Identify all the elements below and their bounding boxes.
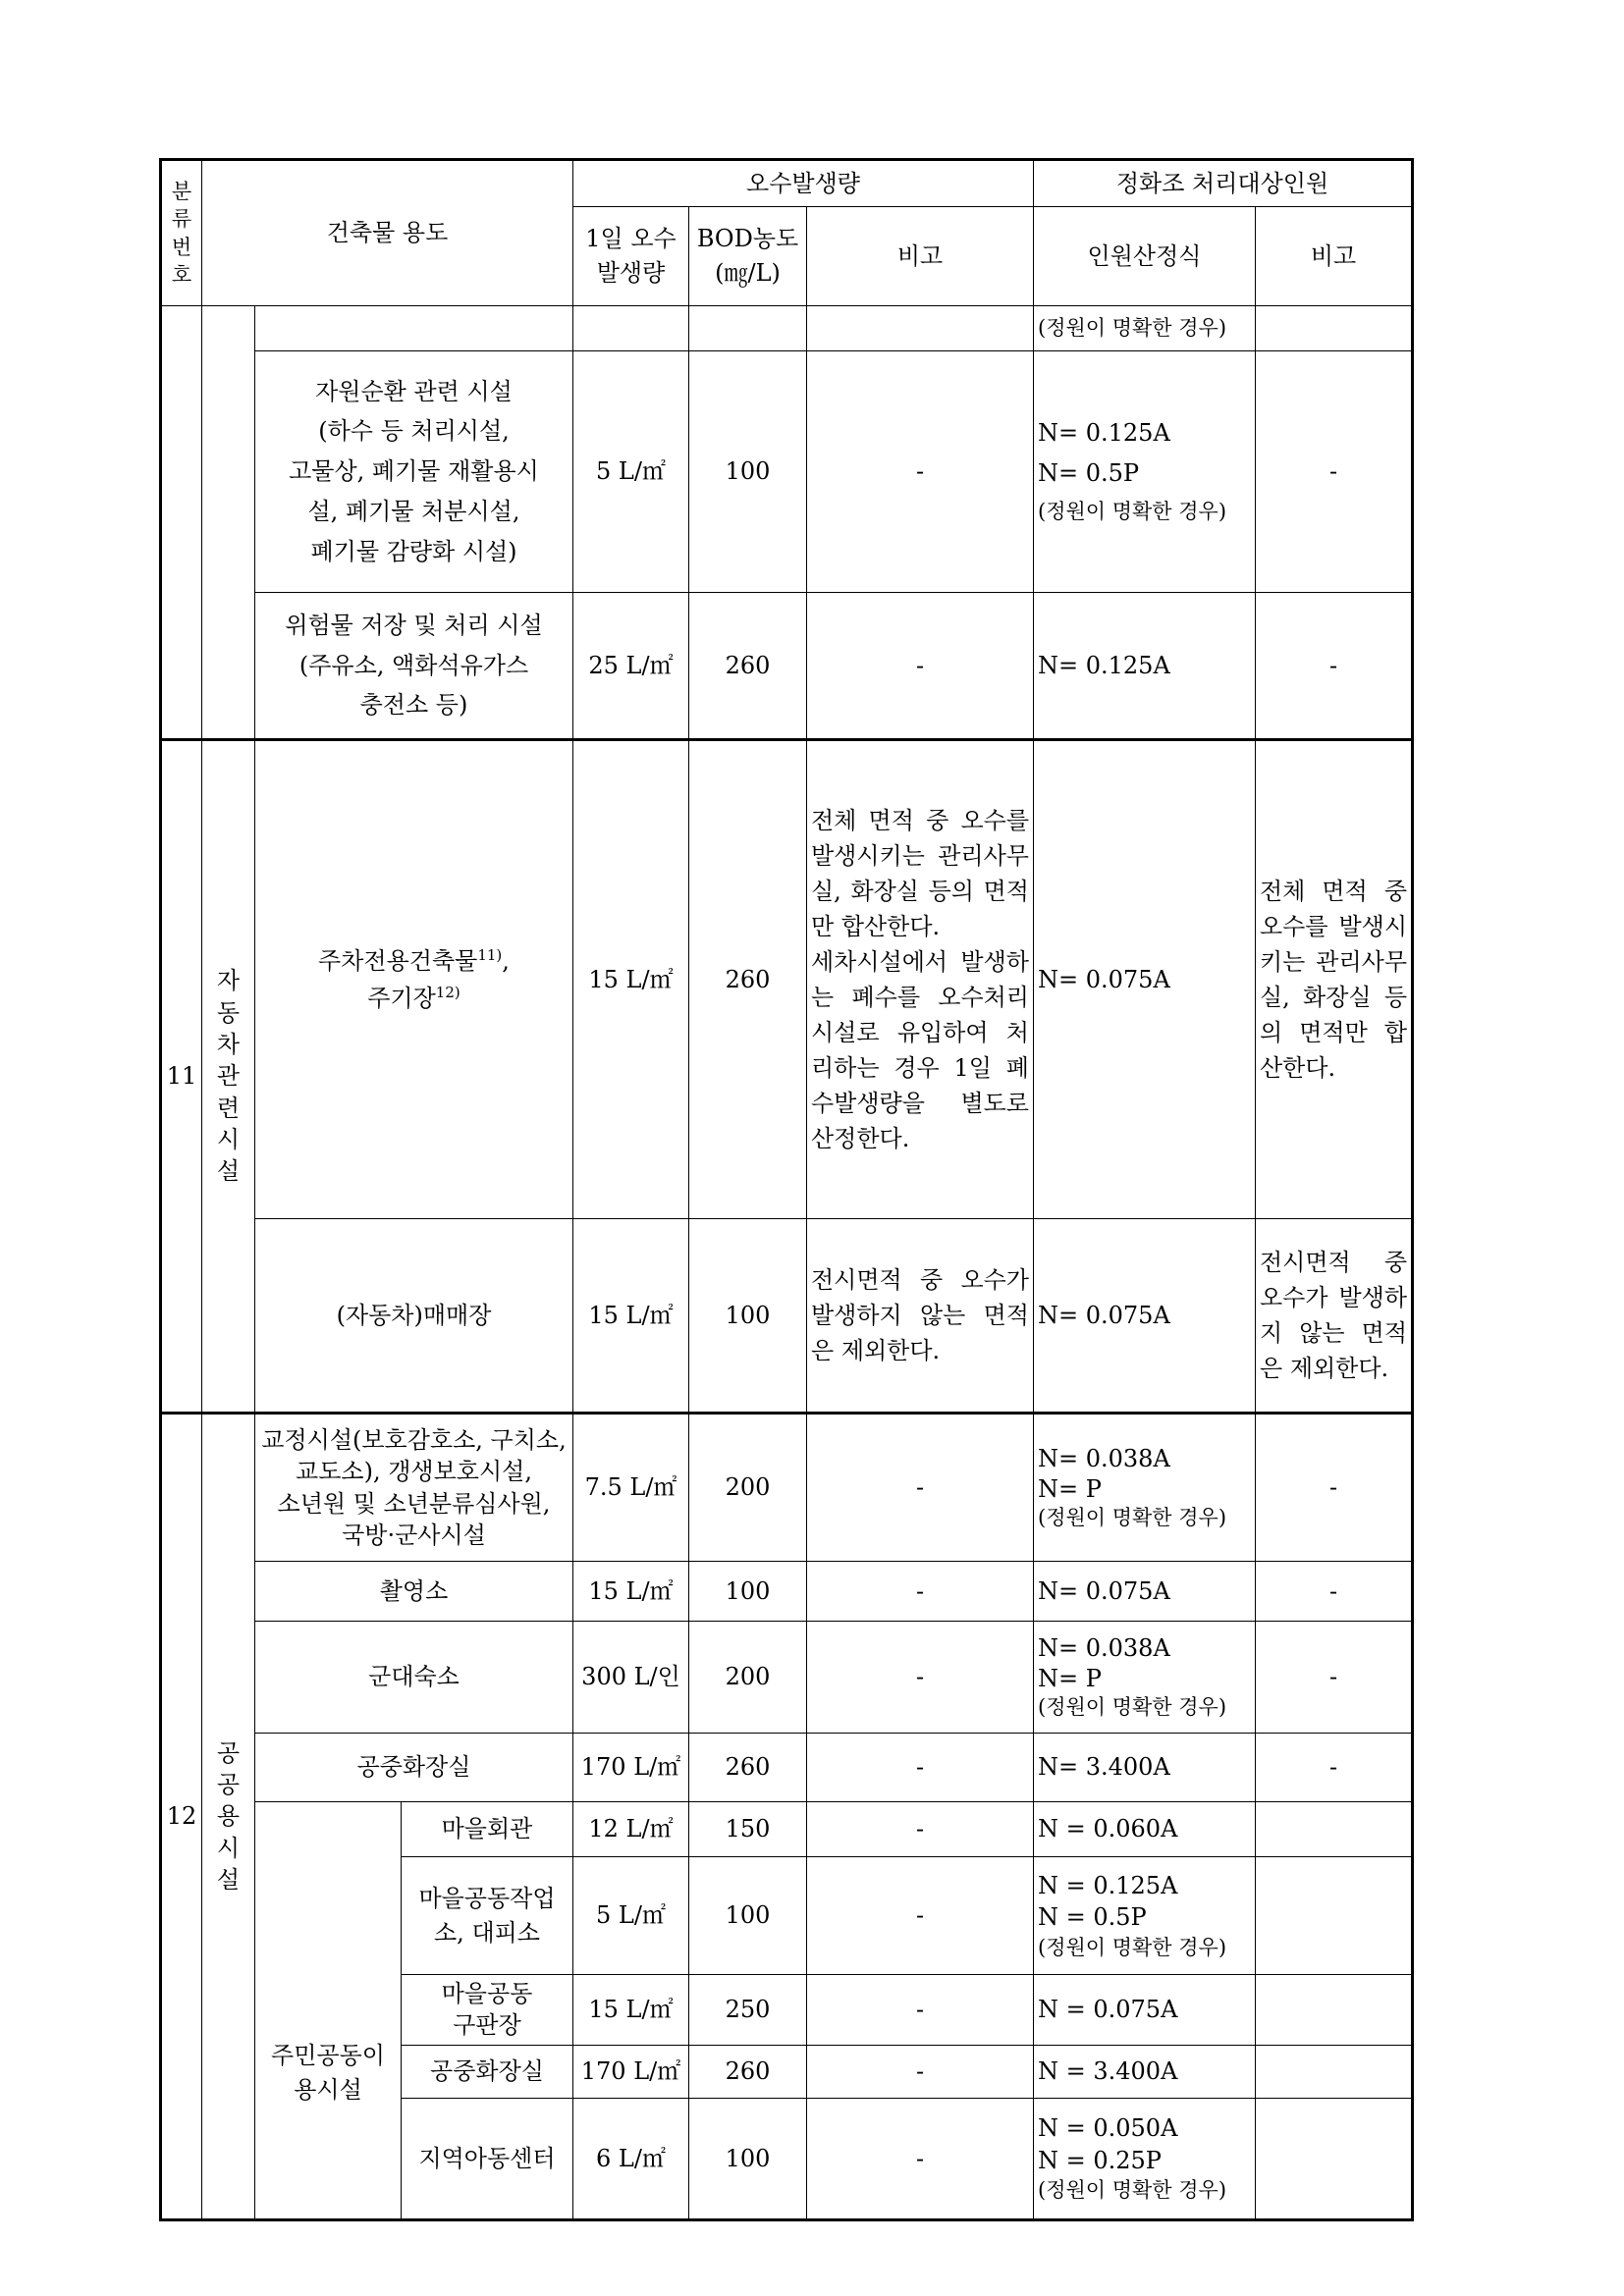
row-12a-bod: 200 xyxy=(689,1414,807,1562)
row-12i-remark: - xyxy=(807,2099,1034,2220)
row-12b-remark: - xyxy=(807,1562,1034,1622)
header-bod: BOD농도 (㎎/L) xyxy=(689,207,807,306)
row-12h-formula: N = 3.400A xyxy=(1034,2046,1256,2099)
formula-note: (정원이 명확한 경우) xyxy=(1038,500,1227,524)
row-12g-daily: 15 L/㎡ xyxy=(573,1975,689,2046)
row-11a-daily: 15 L/㎡ xyxy=(573,740,689,1219)
cont-usage xyxy=(255,306,573,351)
row-12a-daily: 7.5 L/㎡ xyxy=(573,1414,689,1562)
row-10a-bod: 100 xyxy=(689,351,807,593)
row-12i-remark2 xyxy=(1256,2099,1413,2220)
header-septic-group: 정화조 처리대상인원 xyxy=(1034,160,1413,207)
formula-line: N= P xyxy=(1038,1664,1102,1692)
row-12f-usage: 마을공동작업 소, 대피소 xyxy=(402,1857,573,1975)
row-12i-bod: 100 xyxy=(689,2099,807,2220)
row-11a-bod: 260 xyxy=(689,740,807,1219)
section-11-no: 11 xyxy=(161,740,202,1414)
row-12e-remark2 xyxy=(1256,1802,1413,1857)
sewage-standards-table xyxy=(159,158,1414,2221)
row-12f-remark: - xyxy=(807,1857,1034,1975)
row-10b-daily: 25 L/㎡ xyxy=(573,593,689,740)
row-11b-remark: 전시면적 중 오수가 발생하지 않는 면적은 제외한다. xyxy=(807,1219,1034,1414)
row-12b-bod: 100 xyxy=(689,1562,807,1622)
row-12h-usage: 공중화장실 xyxy=(402,2046,573,2099)
header-daily: 1일 오수 발생량 xyxy=(573,207,689,306)
formula-line: N = 0.5P xyxy=(1038,1903,1147,1932)
header-sewage-group: 오수발생량 xyxy=(573,160,1034,207)
cont-bod xyxy=(689,306,807,351)
row-11b-remark2: 전시면적 중 오수가 발생하지 않는 면적은 제외한다. xyxy=(1256,1219,1413,1414)
header-remark2: 비고 xyxy=(1256,207,1413,306)
section-12-category: 공 공 용 시 설 xyxy=(202,1414,255,2220)
row-12g-remark: - xyxy=(807,1975,1034,2046)
row-12h-bod: 260 xyxy=(689,2046,807,2099)
row-10a-formula xyxy=(1034,351,1256,593)
row-10b-remark2: - xyxy=(1256,593,1413,740)
row-12d-formula: N= 3.400A xyxy=(1034,1734,1256,1802)
row-12e-formula: N = 0.060A xyxy=(1034,1802,1256,1857)
row-10a-remark: - xyxy=(807,351,1034,593)
cont-remark xyxy=(807,306,1034,351)
formula-line: N = 0.125A xyxy=(1038,1871,1178,1899)
row-12a-remark: - xyxy=(807,1414,1034,1562)
formula-line: N= 0.5P xyxy=(1038,459,1140,488)
formula-line: N= 0.038A xyxy=(1038,1633,1170,1662)
formula-line: N= P xyxy=(1038,1474,1102,1503)
row-12d-usage: 공중화장실 xyxy=(255,1734,573,1802)
row-12g-remark2 xyxy=(1256,1975,1413,2046)
formula-note: (정원이 명확한 경우) xyxy=(1038,1695,1227,1720)
row-12d-bod: 260 xyxy=(689,1734,807,1802)
row-12i-daily: 6 L/㎡ xyxy=(573,2099,689,2220)
row-12e-bod: 150 xyxy=(689,1802,807,1857)
row-10b-remark: - xyxy=(807,593,1034,740)
row-12b-formula: N= 0.075A xyxy=(1034,1562,1256,1622)
formula-note: (정원이 명확한 경우) xyxy=(1038,1935,1227,1959)
footnote-ref: 11) xyxy=(477,945,503,964)
row-12f-formula xyxy=(1034,1857,1256,1975)
row-12g-formula: N = 0.075A xyxy=(1034,1975,1256,2046)
header-class-no: 분 류 번 호 xyxy=(161,160,202,306)
row-11b-daily: 15 L/㎡ xyxy=(573,1219,689,1414)
row-10b-formula: N= 0.125A xyxy=(1034,593,1256,740)
row-12h-remark: - xyxy=(807,2046,1034,2099)
header-usage: 건축물 용도 xyxy=(202,160,573,306)
row-12c-remark2: - xyxy=(1256,1622,1413,1734)
section-12-no: 12 xyxy=(161,1414,202,2220)
row-12g-usage: 마을공동 구판장 xyxy=(402,1975,573,2046)
row-12a-formula xyxy=(1034,1414,1256,1562)
formula-note: (정원이 명확한 경우) xyxy=(1038,1506,1227,1530)
row-12a-remark2: - xyxy=(1256,1414,1413,1562)
row-12d-remark2: - xyxy=(1256,1734,1413,1802)
formula-line: N= 0.125A xyxy=(1038,419,1170,448)
section-10-no xyxy=(161,306,202,740)
row-12i-formula xyxy=(1034,2099,1256,2220)
row-11b-formula: N= 0.075A xyxy=(1034,1219,1256,1414)
row-12i-usage: 지역아동센터 xyxy=(402,2099,573,2220)
community-group: 주민공동이 용시설 xyxy=(255,1802,402,2220)
row-12c-daily: 300 L/인 xyxy=(573,1622,689,1734)
usage-text: 주기장 xyxy=(367,985,436,1012)
row-11a-formula: N= 0.075A xyxy=(1034,740,1256,1219)
row-12c-bod: 200 xyxy=(689,1622,807,1734)
row-12e-remark: - xyxy=(807,1802,1034,1857)
section-10-category xyxy=(202,306,255,740)
row-11a-usage: 주차전용건축물$^{11)}$, 주기장$^{12)}$ xyxy=(255,740,573,1219)
row-11b-bod: 100 xyxy=(689,1219,807,1414)
footnote-ref: 12) xyxy=(435,984,460,1001)
row-11a-remark2: 전체 면적 중 오수를 발생시키는 관리사무실, 화장실 등의 면적만 합산한다. xyxy=(1256,740,1413,1219)
row-12c-usage: 군대숙소 xyxy=(255,1622,573,1734)
row-12d-remark: - xyxy=(807,1734,1034,1802)
formula-note: (정원이 명확한 경우) xyxy=(1038,2178,1227,2203)
row-12e-usage: 마을회관 xyxy=(402,1802,573,1857)
row-12a-usage: 교정시설(보호감호소, 구치소, 교도소), 갱생보호시설, 소년원 및 소년분류심사원, 국방·군사시설 xyxy=(255,1414,573,1562)
cont-daily xyxy=(573,306,689,351)
section-11-category: 자 동 차 관 련 시 설 xyxy=(202,740,255,1414)
row-12f-daily: 5 L/㎡ xyxy=(573,1857,689,1975)
row-12c-formula xyxy=(1034,1622,1256,1734)
formula-line: N = 0.050A xyxy=(1038,2114,1178,2143)
row-10a-usage: 자원순환 관련 시설 (하수 등 처리시설, 고물상, 폐기물 재활용시 설, 폐기물 처분시설, 폐기물 감량화 시설) xyxy=(255,351,573,593)
row-12c-remark: - xyxy=(807,1622,1034,1734)
row-10a-daily: 5 L/㎡ xyxy=(573,351,689,593)
row-10b-usage: 위험물 저장 및 처리 시설 (주유소, 액화석유가스 충전소 등) xyxy=(255,593,573,740)
row-12h-remark2 xyxy=(1256,2046,1413,2099)
formula-line: N = 0.25P xyxy=(1038,2146,1162,2174)
formula-line: N= 0.038A xyxy=(1038,1444,1170,1472)
row-12b-remark2: - xyxy=(1256,1562,1413,1622)
cont-formula: (정원이 명확한 경우) xyxy=(1034,306,1256,351)
row-12b-usage: 촬영소 xyxy=(255,1562,573,1622)
usage-text: 주차전용건축물 xyxy=(318,946,478,975)
row-12f-bod: 100 xyxy=(689,1857,807,1975)
header-formula: 인원산정식 xyxy=(1034,207,1256,306)
row-10b-bod: 260 xyxy=(689,593,807,740)
cont-remark2 xyxy=(1256,306,1413,351)
row-12g-bod: 250 xyxy=(689,1975,807,2046)
row-11b-usage: (자동차)매매장 xyxy=(255,1219,573,1414)
row-10a-remark2: - xyxy=(1256,351,1413,593)
row-12h-daily: 170 L/㎡ xyxy=(573,2046,689,2099)
row-11a-remark: 전체 면적 중 오수를 발생시키는 관리사무실, 화장실 등의 면적만 합산한다. 세차시설에서 발생하는 폐수를 오수처리시설로 유입하여 처리하는 경우 1일 폐수발생량을 별도로 산정한다. xyxy=(807,740,1034,1219)
header-remark: 비고 xyxy=(807,207,1034,306)
row-12f-remark2 xyxy=(1256,1857,1413,1975)
row-12b-daily: 15 L/㎡ xyxy=(573,1562,689,1622)
row-12e-daily: 12 L/㎡ xyxy=(573,1802,689,1857)
row-12d-daily: 170 L/㎡ xyxy=(573,1734,689,1802)
